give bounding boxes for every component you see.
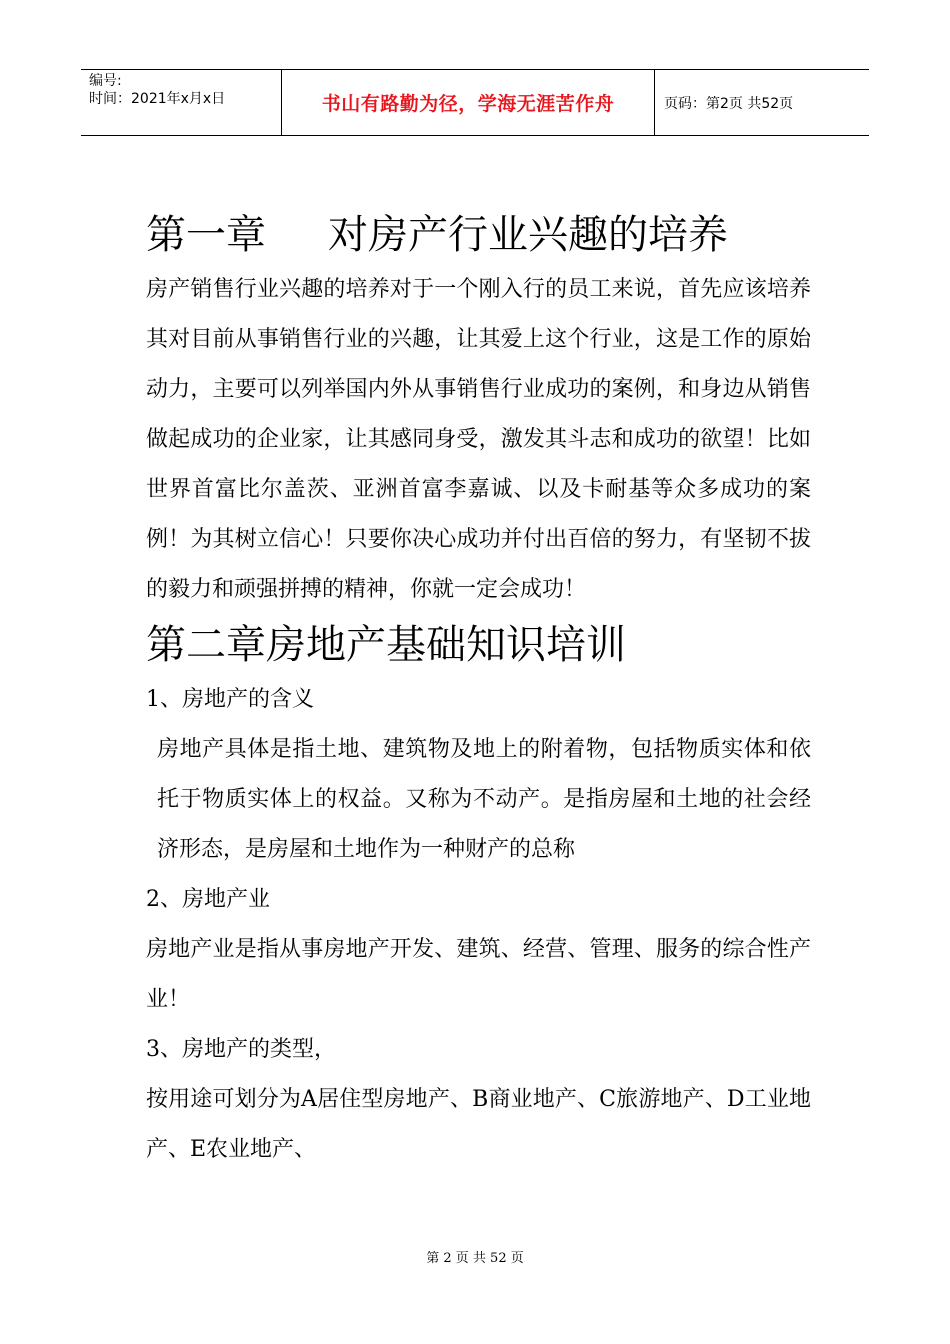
header-motto-cell <box>282 70 655 135</box>
section-heading: 2、房地产业 <box>146 887 270 912</box>
chapter1-title: 对房产行业兴趣的培养 <box>328 212 728 258</box>
page-info: 页码：第2页 共52页 <box>664 95 794 112</box>
section-paragraph: 房地产具体是指土地、建筑物及地上的附着物，包括物质实体和依托于物质实体上的权益。又称为不动产。是指房屋和土地的社会经济形态，是房屋和土地作为一种财产的总称 <box>157 737 811 862</box>
chapter1-prefix: 第一章 <box>146 212 266 258</box>
date-label: 时间：2021年x月x日 <box>89 91 226 107</box>
page-footer <box>0 1247 950 1266</box>
section-paragraph: 房地产业是指从事房地产开发、建筑、经营、管理、服务的综合性产业！ <box>146 937 811 1012</box>
chapter1-heading <box>146 205 811 265</box>
motto-text: 书山有路勤为径，学海无涯苦作舟 <box>321 93 615 115</box>
chapter1-paragraph: 房产销售行业兴趣的培养对于一个刚入行的员工来说，首先应该培养其对目前从事销售行业的兴趣，让其爱上这个行业，这是工作的原始动力，主要可以列举国内外从事销售行业成功的案例，和身边从销售做起成功的企业家，让其感同身受，激发其斗志和成功的欲望！比如世界首富比尔盖茨、亚洲首富李嘉诚、以及卡耐基等众多成功的案例！为其树立信心！只要你决心成功并付出百倍的努力，有坚韧不拔的毅力和顽强拼搏的精神，你就一定会成功！ <box>146 277 811 602</box>
section-paragraph: 按用途可划分为A居住型房地产、B商业地产、C旅游地产、D工业地产、E农业地产、 <box>146 1087 811 1162</box>
document-body <box>146 205 811 1175</box>
footer-page-number: 第 2 页 共 52 页 <box>426 1251 524 1266</box>
document-header <box>81 69 869 136</box>
section-heading: 1、房地产的含义 <box>146 687 314 712</box>
chapter2-heading: 第二章房地产基础知识培训 <box>146 622 626 668</box>
section-heading: 3、房地产的类型， <box>146 1037 336 1062</box>
header-page-cell <box>655 70 869 135</box>
header-meta-cell <box>81 70 282 135</box>
number-label: 编号: <box>89 73 122 89</box>
